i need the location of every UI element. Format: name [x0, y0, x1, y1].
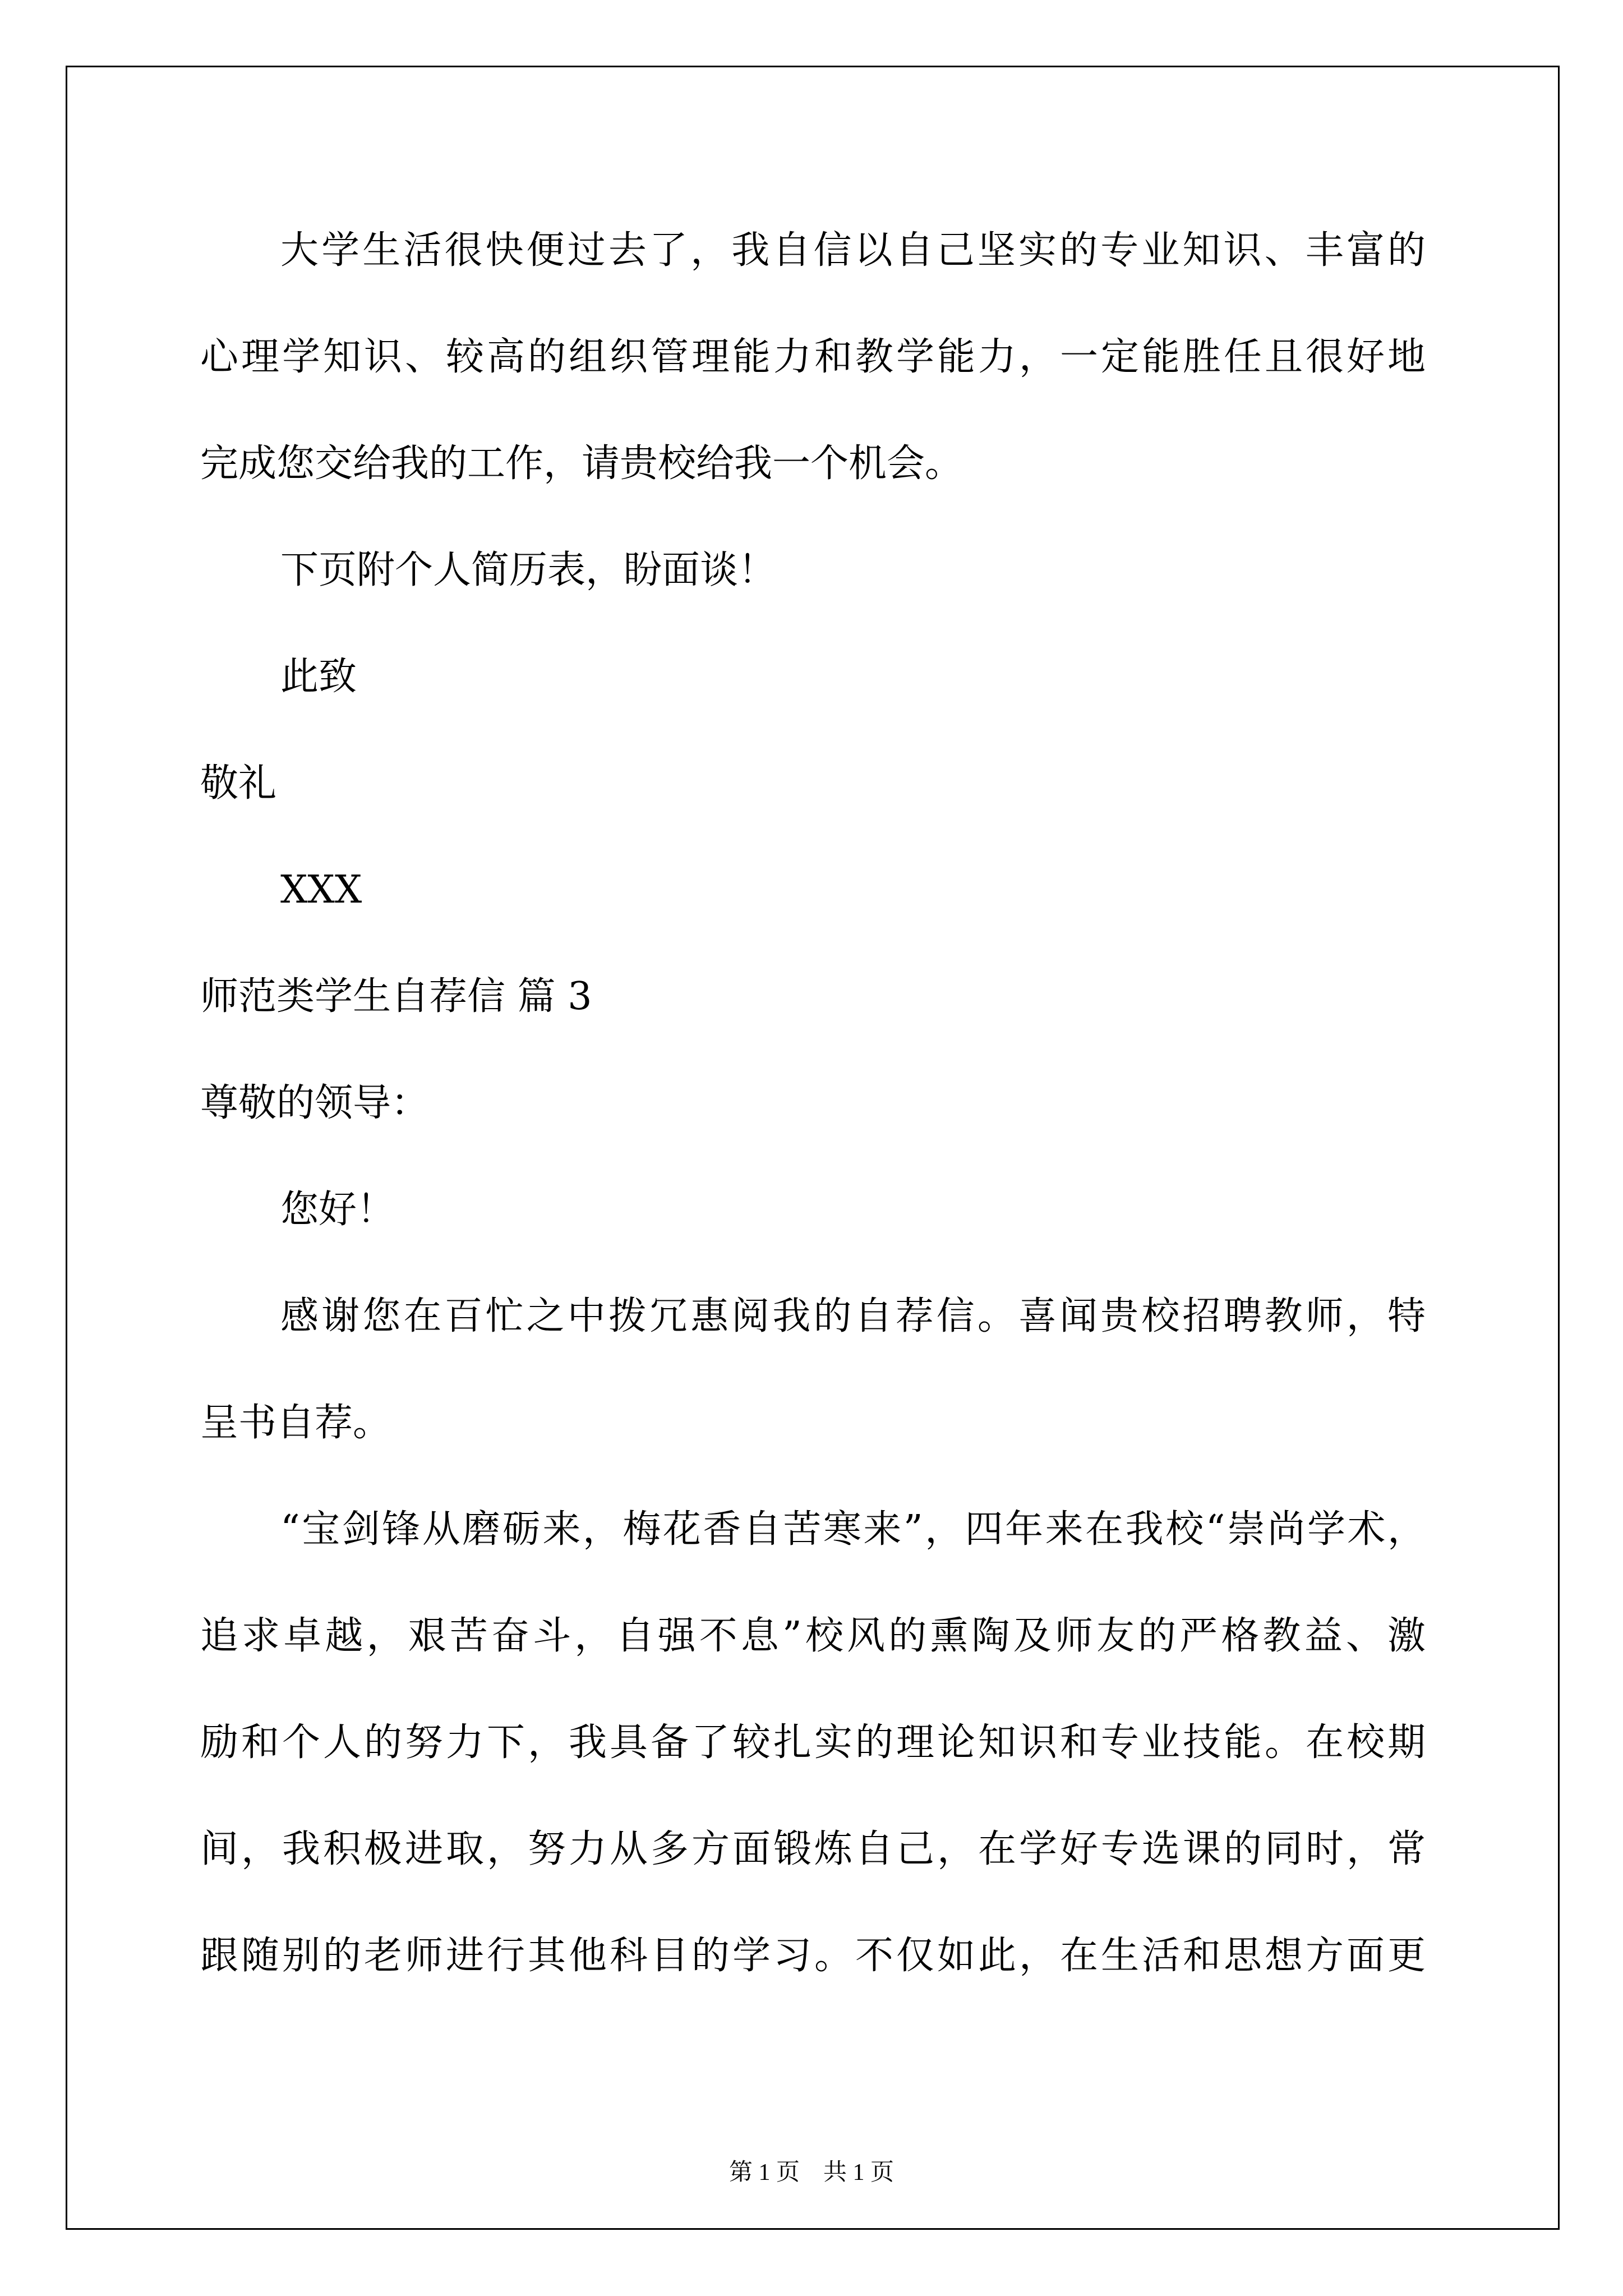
paragraph-line: 跟随别的老师进行其他科目的学习。不仅如此，在生活和思想方面更 [200, 1934, 1426, 1978]
closing-phrase: 此致 [280, 655, 357, 699]
paragraph-line: 间，我积极进取，努力从多方面锻炼自己，在学好专选课的同时，常 [200, 1827, 1426, 1871]
paragraph-line: 励和个人的努力下，我具备了较扎实的理论知识和专业技能。在校期 [200, 1720, 1426, 1765]
paragraph-line: 大学生活很快便过去了，我自信以自己坚实的专业知识、丰富的 [280, 228, 1426, 273]
paragraph-line: 追求卓越，艰苦奋斗，自强不息”校风的熏陶及师友的严格教益、激 [200, 1614, 1426, 1658]
signature-name: XXX [280, 868, 362, 912]
paragraph-line: 下页附个人简历表，盼面谈！ [280, 548, 777, 592]
page-number-footer: 第 1 页 共 1 页 [728, 2160, 894, 2185]
page-border [66, 66, 1560, 2230]
section-heading: 师范类学生自荐信 篇 3 [200, 974, 592, 1019]
paragraph-line: 感谢您在百忙之中拨冗惠阅我的自荐信。喜闻贵校招聘教师，特 [280, 1294, 1426, 1338]
salutation-closing: 敬礼 [200, 761, 277, 806]
paragraph-line: 心理学知识、较高的组织管理能力和教学能力，一定能胜任且很好地 [200, 335, 1426, 379]
paragraph-line: 呈书自荐。 [200, 1401, 391, 1445]
greeting: 尊敬的领导： [200, 1081, 430, 1125]
paragraph-line: 完成您交给我的工作，请贵校给我一个机会。 [200, 441, 963, 486]
paragraph-line: “宝剑锋从磨砺来，梅花香自苦寒来”，四年来在我校“崇尚学术， [280, 1507, 1426, 1552]
greeting-hello: 您好！ [280, 1188, 395, 1232]
